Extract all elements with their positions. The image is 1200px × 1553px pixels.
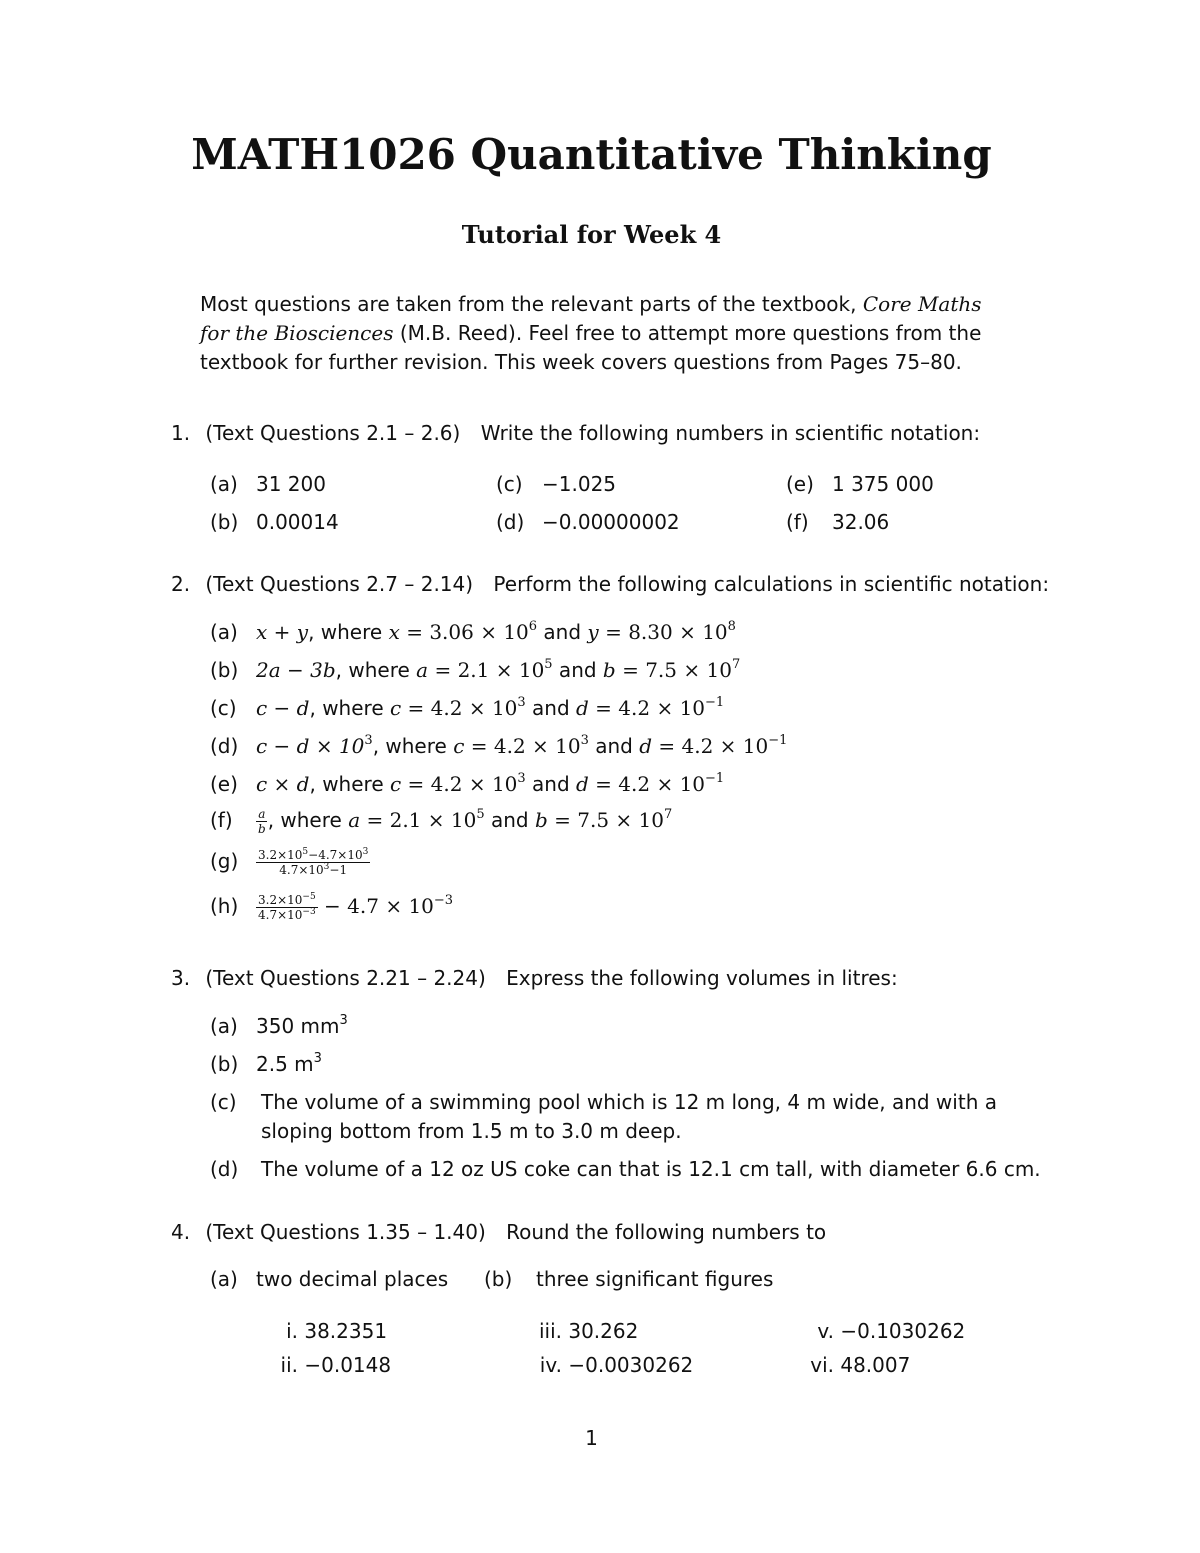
item-value: −0.0148	[304, 1353, 392, 1377]
math-variable: c	[389, 696, 402, 720]
item-value: 31 200	[256, 472, 326, 496]
question-2-heading	[171, 572, 1049, 596]
item-value: 32.06	[832, 510, 890, 534]
where-text: , where	[335, 658, 417, 682]
item-label: iii.	[538, 1319, 562, 1343]
math-value: − 4.7 × 10	[317, 894, 434, 918]
question-number: 2.	[171, 572, 191, 596]
list-item	[210, 472, 326, 496]
and-text: and	[484, 808, 535, 832]
math-exponent: 3	[517, 695, 526, 710]
calc-item-a	[210, 620, 736, 644]
item-value: 350 mm	[256, 1014, 340, 1038]
fraction	[256, 848, 370, 877]
list-item	[786, 472, 934, 496]
calc-item-e	[210, 772, 724, 796]
list-item	[210, 1052, 322, 1076]
math-value: −4.7×10	[308, 848, 363, 862]
item-label: (d)	[210, 734, 239, 758]
math-exponent: 3	[517, 771, 526, 786]
where-text: , where	[372, 734, 454, 758]
question-number: 3.	[171, 966, 191, 990]
math-variable: c	[453, 734, 465, 758]
list-item	[210, 1157, 1041, 1181]
list-item	[210, 1090, 997, 1114]
item-label: i.	[286, 1319, 298, 1343]
item-label: (c)	[210, 1090, 237, 1114]
item-value: The volume of a 12 oz US coke can that is 12.1 cm tall, with diameter 6.6 cm.	[261, 1157, 1041, 1181]
math-expression: c − d	[256, 696, 310, 720]
and-text: and	[552, 658, 603, 682]
fraction-numerator	[256, 848, 370, 863]
question-number: 1.	[171, 421, 191, 445]
where-text: , where	[308, 620, 389, 644]
question-4-heading	[171, 1220, 826, 1244]
item-label: (c)	[496, 472, 523, 496]
item-label: (f)	[210, 808, 233, 832]
math-exponent: 3	[313, 1051, 322, 1066]
math-variable: a	[416, 658, 429, 682]
item-label: (d)	[496, 510, 525, 534]
math-exponent: 7	[731, 657, 741, 672]
item-label: (a)	[210, 472, 238, 496]
list-item-continuation: sloping bottom from 1.5 m to 3.0 m deep.	[261, 1119, 682, 1143]
math-exponent: −1	[705, 771, 725, 786]
document-title: MATH1026 Quantitative Thinking	[191, 130, 992, 179]
question-text: Express the following volumes in litres:	[506, 966, 898, 990]
item-label: vi.	[810, 1353, 834, 1377]
and-text: and	[537, 620, 588, 644]
item-label: v.	[817, 1319, 834, 1343]
intro-paragraph	[200, 290, 1000, 377]
calc-item-h	[210, 893, 453, 922]
item-label: (c)	[210, 696, 237, 720]
item-value: 0.00014	[256, 510, 339, 534]
where-text: , where	[309, 772, 390, 796]
and-text: and	[588, 734, 640, 758]
list-item	[248, 1319, 387, 1343]
question-number: 4.	[171, 1220, 191, 1244]
math-exponent: −3	[433, 893, 454, 908]
math-value: 4.7×10	[279, 863, 324, 877]
list-item	[210, 510, 339, 534]
question-tag: (Text Questions 2.7 – 2.14)	[205, 572, 474, 596]
list-item	[496, 510, 680, 534]
math-value: = 7.5 × 10	[615, 658, 732, 682]
item-label: (b)	[484, 1267, 513, 1291]
question-tag: (Text Questions 2.21 – 2.24)	[205, 966, 486, 990]
question-1-heading	[171, 421, 980, 445]
where-text: , where	[309, 696, 390, 720]
math-exponent: −5	[302, 892, 316, 902]
math-exponent: 6	[528, 619, 538, 634]
question-text: Round the following numbers to	[506, 1220, 827, 1244]
math-variable: b	[534, 808, 548, 832]
question-text: Perform the following calculations in scientific notation:	[493, 572, 1050, 596]
math-expression: x + y	[256, 620, 309, 644]
math-value: = 2.1 × 10	[428, 658, 545, 682]
math-value: = 4.2 × 10	[652, 734, 769, 758]
math-exponent: 3	[362, 847, 369, 857]
fraction-numerator: a	[258, 807, 266, 821]
list-item	[496, 472, 616, 496]
item-label: (g)	[210, 849, 239, 873]
list-item	[210, 1014, 348, 1038]
math-value: = 2.1 × 10	[360, 808, 477, 832]
math-value: 4.7×10	[258, 908, 303, 922]
item-value: 38.2351	[304, 1319, 388, 1343]
item-value: 1 375 000	[832, 472, 934, 496]
math-exponent: 3	[580, 733, 589, 748]
math-value: 3.2×10	[258, 893, 303, 907]
math-exponent: 5	[476, 807, 485, 822]
math-exponent: 7	[663, 807, 673, 822]
math-variable: d	[639, 734, 653, 758]
item-label: (e)	[210, 772, 238, 796]
textbook-title: Core Maths for the Biosciences	[200, 292, 982, 345]
math-exponent: 5	[302, 847, 309, 857]
and-text: and	[525, 696, 577, 720]
item-label: (a)	[210, 620, 238, 644]
list-item	[786, 510, 889, 534]
math-variable: a	[348, 808, 361, 832]
math-variable: c	[389, 772, 402, 796]
item-value: −1.025	[542, 472, 617, 496]
item-label: (d)	[210, 1157, 239, 1181]
math-exponent: −1	[705, 695, 725, 710]
item-label: (b)	[210, 1052, 239, 1076]
document-subtitle: Tutorial for Week 4	[461, 220, 722, 249]
math-exponent: 3	[323, 862, 330, 872]
list-item	[784, 1353, 910, 1377]
math-value: 3.2×10	[258, 848, 303, 862]
item-label: iv.	[539, 1353, 562, 1377]
item-value: 30.262	[568, 1319, 639, 1343]
math-expression: c × d	[256, 772, 310, 796]
item-value: two decimal places	[256, 1267, 449, 1291]
math-value: = 7.5 × 10	[547, 808, 664, 832]
calc-item-f	[210, 807, 672, 836]
math-variable: b	[602, 658, 616, 682]
fraction-numerator	[256, 893, 318, 908]
question-tag: (Text Questions 2.1 – 2.6)	[205, 421, 461, 445]
math-value: = 8.30 × 10	[598, 620, 728, 644]
math-exponent: −1	[768, 733, 788, 748]
item-label: (f)	[786, 510, 809, 534]
math-value: = 4.2 × 10	[401, 696, 518, 720]
math-variable: d	[576, 772, 589, 796]
page-number: 1	[585, 1426, 598, 1450]
list-item	[210, 1267, 448, 1291]
item-value: 2.5 m	[256, 1052, 314, 1076]
item-value: 48.007	[840, 1353, 911, 1377]
list-item	[248, 1353, 391, 1377]
and-text: and	[525, 772, 577, 796]
math-value: = 4.2 × 10	[464, 734, 581, 758]
intro-text-1: Most questions are taken from the relevant parts of the textbook,	[200, 292, 863, 316]
calc-item-d	[210, 734, 787, 758]
fraction-denominator: b	[258, 822, 266, 836]
item-label: (b)	[210, 658, 239, 682]
calc-item-b	[210, 658, 740, 682]
math-exponent: 8	[727, 619, 736, 634]
math-expression: 2a − 3b	[256, 658, 336, 682]
question-tag: (Text Questions 1.35 – 1.40)	[205, 1220, 486, 1244]
math-variable: d	[576, 696, 589, 720]
list-item	[784, 1319, 965, 1343]
intro-text-2: (M.B. Reed). Feel free to attempt more questions from the textbook for further revision. This week covers questions from Pages 75–80.	[200, 321, 982, 374]
math-variable: y	[587, 620, 599, 644]
fraction	[256, 807, 268, 836]
item-value: The volume of a swimming pool which is 12 m long, 4 m wide, and with a	[261, 1090, 997, 1114]
question-text: Write the following numbers in scientific notation:	[480, 421, 981, 445]
math-value: = 3.06 × 10	[399, 620, 529, 644]
math-value: = 4.2 × 10	[588, 696, 706, 720]
fraction	[256, 893, 318, 922]
item-value: −0.0030262	[568, 1353, 694, 1377]
math-variable: x	[388, 620, 400, 644]
item-label: (a)	[210, 1267, 238, 1291]
item-value: three significant figures	[536, 1267, 774, 1291]
math-exponent: 3	[339, 1013, 348, 1028]
math-exponent: −3	[302, 907, 316, 917]
item-label: (h)	[210, 894, 239, 918]
item-label: (b)	[210, 510, 239, 534]
item-label: ii.	[280, 1353, 298, 1377]
item-label: (a)	[210, 1014, 238, 1038]
math-value: = 4.2 × 10	[588, 772, 706, 796]
calc-item-g	[210, 848, 370, 877]
item-value: −0.00000002	[542, 510, 680, 534]
item-value: −0.1030262	[840, 1319, 966, 1343]
math-exponent: 5	[544, 657, 553, 672]
item-label: (e)	[786, 472, 814, 496]
math-value: −1	[329, 863, 348, 877]
fraction-denominator	[256, 908, 318, 922]
where-text: , where	[267, 808, 349, 832]
math-expression: c − d × 10	[256, 734, 365, 758]
calc-item-c	[210, 696, 724, 720]
list-item	[512, 1319, 638, 1343]
math-exponent: 3	[364, 733, 373, 748]
fraction-denominator	[277, 863, 349, 877]
math-value: = 4.2 × 10	[401, 772, 518, 796]
list-item	[512, 1353, 693, 1377]
question-3-heading	[171, 966, 898, 990]
list-item	[484, 1267, 773, 1291]
